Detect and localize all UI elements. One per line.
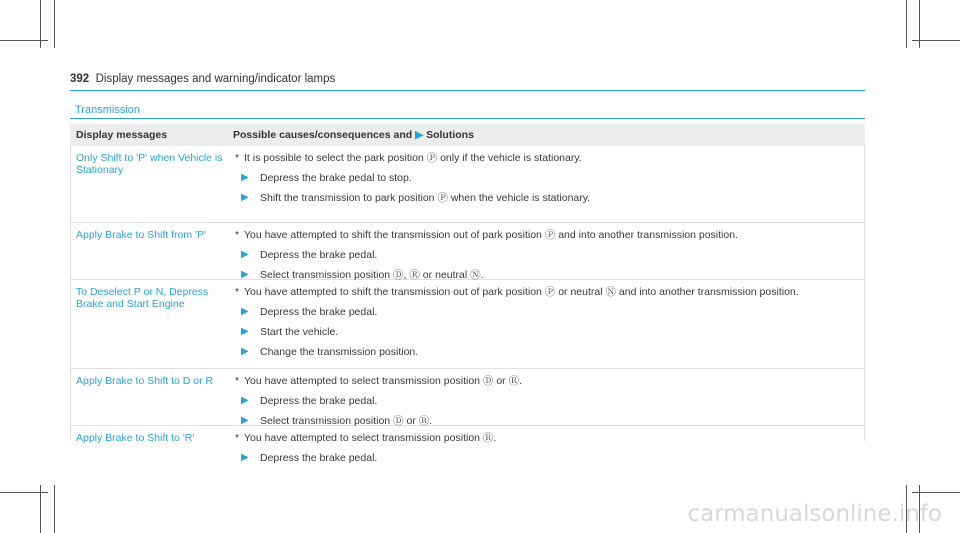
cause-text: * You have attempted to shift the transmission out of park position Ⓟ and into another transmission position.: [235, 229, 738, 241]
arrow-right-icon: ▶: [241, 395, 249, 406]
page-number: 392: [70, 73, 90, 85]
table-header: [70, 124, 865, 146]
display-message: Apply Brake to Shift to D or R: [76, 375, 214, 387]
solution-step: [235, 452, 865, 464]
cause-text: * You have attempted to select transmission position Ⓓ or Ⓡ.: [235, 375, 523, 387]
cause-label: You have attempted to select transmission position Ⓓ or Ⓡ.: [244, 375, 523, 387]
row-body: [235, 280, 865, 358]
step-label: Shift the transmission to park position Ⓟ when the vehicle is stationary.: [260, 192, 591, 204]
step-label: Select transmission position Ⓓ or Ⓡ.: [260, 415, 433, 427]
table-row: [70, 369, 865, 426]
solution-step: [235, 172, 865, 184]
step-label: Change the transmission position.: [260, 346, 419, 358]
arrow-right-icon: ▶: [241, 306, 249, 317]
page-header: [70, 73, 335, 85]
arrow-right-icon: ▶: [241, 452, 249, 463]
watermark: carmanualsonline.info: [687, 501, 942, 527]
solution-step: [235, 192, 865, 204]
solution-step: [235, 306, 865, 318]
table-row: [70, 223, 865, 280]
section-rule: [70, 118, 865, 119]
header-causes-solutions: [233, 129, 474, 141]
solution-step: [235, 346, 865, 358]
section-title: Transmission: [75, 104, 140, 116]
crop-mark: [912, 40, 960, 41]
row-body: [235, 426, 865, 464]
display-message: Apply Brake to Shift to 'R': [76, 432, 195, 444]
arrow-right-icon: ▶: [241, 269, 249, 280]
arrow-right-icon: ▶: [241, 249, 249, 260]
step-label: Depress the brake pedal.: [260, 395, 378, 407]
solution-step: [235, 249, 865, 261]
display-message: Apply Brake to Shift from 'P': [76, 229, 207, 241]
header-solutions-label: Solutions: [426, 129, 474, 141]
arrow-right-icon: ▶: [241, 326, 249, 337]
crop-mark: [906, 0, 907, 48]
header-display-messages: Display messages: [76, 129, 168, 141]
crop-mark: [0, 40, 48, 41]
display-message: To Deselect P or N, Depress Brake and Start Engine: [76, 286, 209, 310]
cause-text: * It is possible to select the park position Ⓟ only if the vehicle is stationary.: [235, 152, 582, 164]
step-label: Depress the brake pedal.: [260, 249, 378, 261]
cause-text: * You have attempted to select transmission position Ⓡ.: [235, 432, 497, 444]
arrow-right-icon: ▶: [241, 415, 249, 426]
messages-table: [70, 124, 865, 466]
arrow-right-icon: ▶: [241, 192, 249, 203]
step-label: Depress the brake pedal to stop.: [260, 172, 412, 184]
crop-mark: [912, 492, 960, 493]
step-label: Start the vehicle.: [260, 326, 339, 338]
cause-label: You have attempted to select transmission position Ⓡ.: [244, 432, 497, 444]
solution-step: [235, 395, 865, 407]
solution-step: [235, 326, 865, 338]
table-row: [70, 146, 865, 223]
step-label: Select transmission position Ⓓ, Ⓡ or neutral Ⓝ.: [260, 269, 484, 281]
header-rule: [70, 90, 865, 91]
header-text: Display messages and warning/indicator lamps: [95, 73, 336, 85]
arrow-right-icon: ▶: [241, 346, 249, 357]
row-body: [235, 146, 865, 204]
header-causes-label: Possible causes/consequences and: [233, 129, 413, 141]
row-body: [235, 223, 865, 281]
crop-mark: [54, 485, 55, 533]
table-row: [70, 426, 865, 466]
arrow-right-icon: ▶: [415, 129, 424, 141]
table-row: [70, 280, 865, 369]
crop-mark: [0, 492, 48, 493]
row-body: [235, 369, 865, 427]
cause-label: You have attempted to shift the transmission out of park position Ⓟ or neutral Ⓝ and into another transmission position.: [244, 286, 799, 298]
crop-mark: [54, 0, 55, 48]
display-message: Only Shift to 'P' when Vehicle is Stationary: [76, 152, 223, 176]
cause-label: It is possible to select the park position Ⓟ only if the vehicle is stationary.: [244, 152, 582, 164]
step-label: Depress the brake pedal.: [260, 452, 378, 464]
cause-text: * You have attempted to shift the transmission out of park position Ⓟ or neutral Ⓝ and into another transmission position.: [235, 286, 799, 298]
cause-label: You have attempted to shift the transmission out of park position Ⓟ and into another transmission position.: [244, 229, 738, 241]
arrow-right-icon: ▶: [241, 172, 249, 183]
step-label: Depress the brake pedal.: [260, 306, 378, 318]
